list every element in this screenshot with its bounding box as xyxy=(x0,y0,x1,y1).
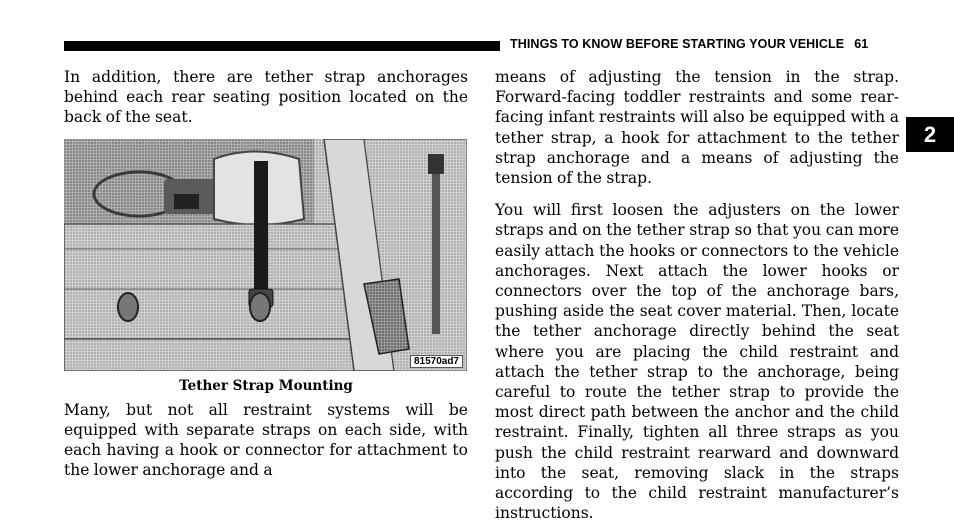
figure-code: 81570ad7 xyxy=(410,355,463,368)
right-paragraph-1: means of adjusting the tension in the strap. Forward-facing toddler restraints and some rear-facing infant restraints will also be equipped with a tether strap, a hook for attachment to the tether strap anchorage and a means of adjusting the tension of the strap. xyxy=(495,68,899,188)
left-paragraph-2: Many, but not all restraint systems will be equipped with separate straps on each side, with each having a hook or connector for attachment to the lower anchorage and a xyxy=(64,400,468,480)
page-number: 61 xyxy=(854,37,869,51)
chapter-tab: 2 xyxy=(906,117,954,152)
left-column xyxy=(64,67,468,480)
left-paragraph-1: In addition, there are tether strap anchorages behind each rear seating position located on the back of the seat. xyxy=(64,68,468,127)
running-header xyxy=(510,37,868,51)
tether-strap-figure xyxy=(64,139,467,371)
header-rule xyxy=(64,41,500,51)
header-title: THINGS TO KNOW BEFORE STARTING YOUR VEHICLE xyxy=(510,37,845,51)
seat-illustration xyxy=(64,139,467,371)
right-column xyxy=(495,67,899,523)
figure-caption: Tether Strap Mounting xyxy=(179,377,353,394)
right-paragraph-2: You will first loosen the adjusters on the lower straps and on the tether strap so that you can more easily attach the hooks or connectors to the vehicle anchorages. Next attach the lower hooks or connectors over the top of the anchorage bars, pushing aside the seat cover material. Then, locate the tether anchorage directly behind the seat where you are placing the child restraint and attach the tether strap to the anchorage, being careful to route the tether strap to provide the most direct path between the anchor and the child restraint. Finally, tighten all three straps as you push the child restraint rearward and downward into the seat, removing slack in the straps according to the child restraint manufacturer’s instructions. xyxy=(495,201,899,523)
